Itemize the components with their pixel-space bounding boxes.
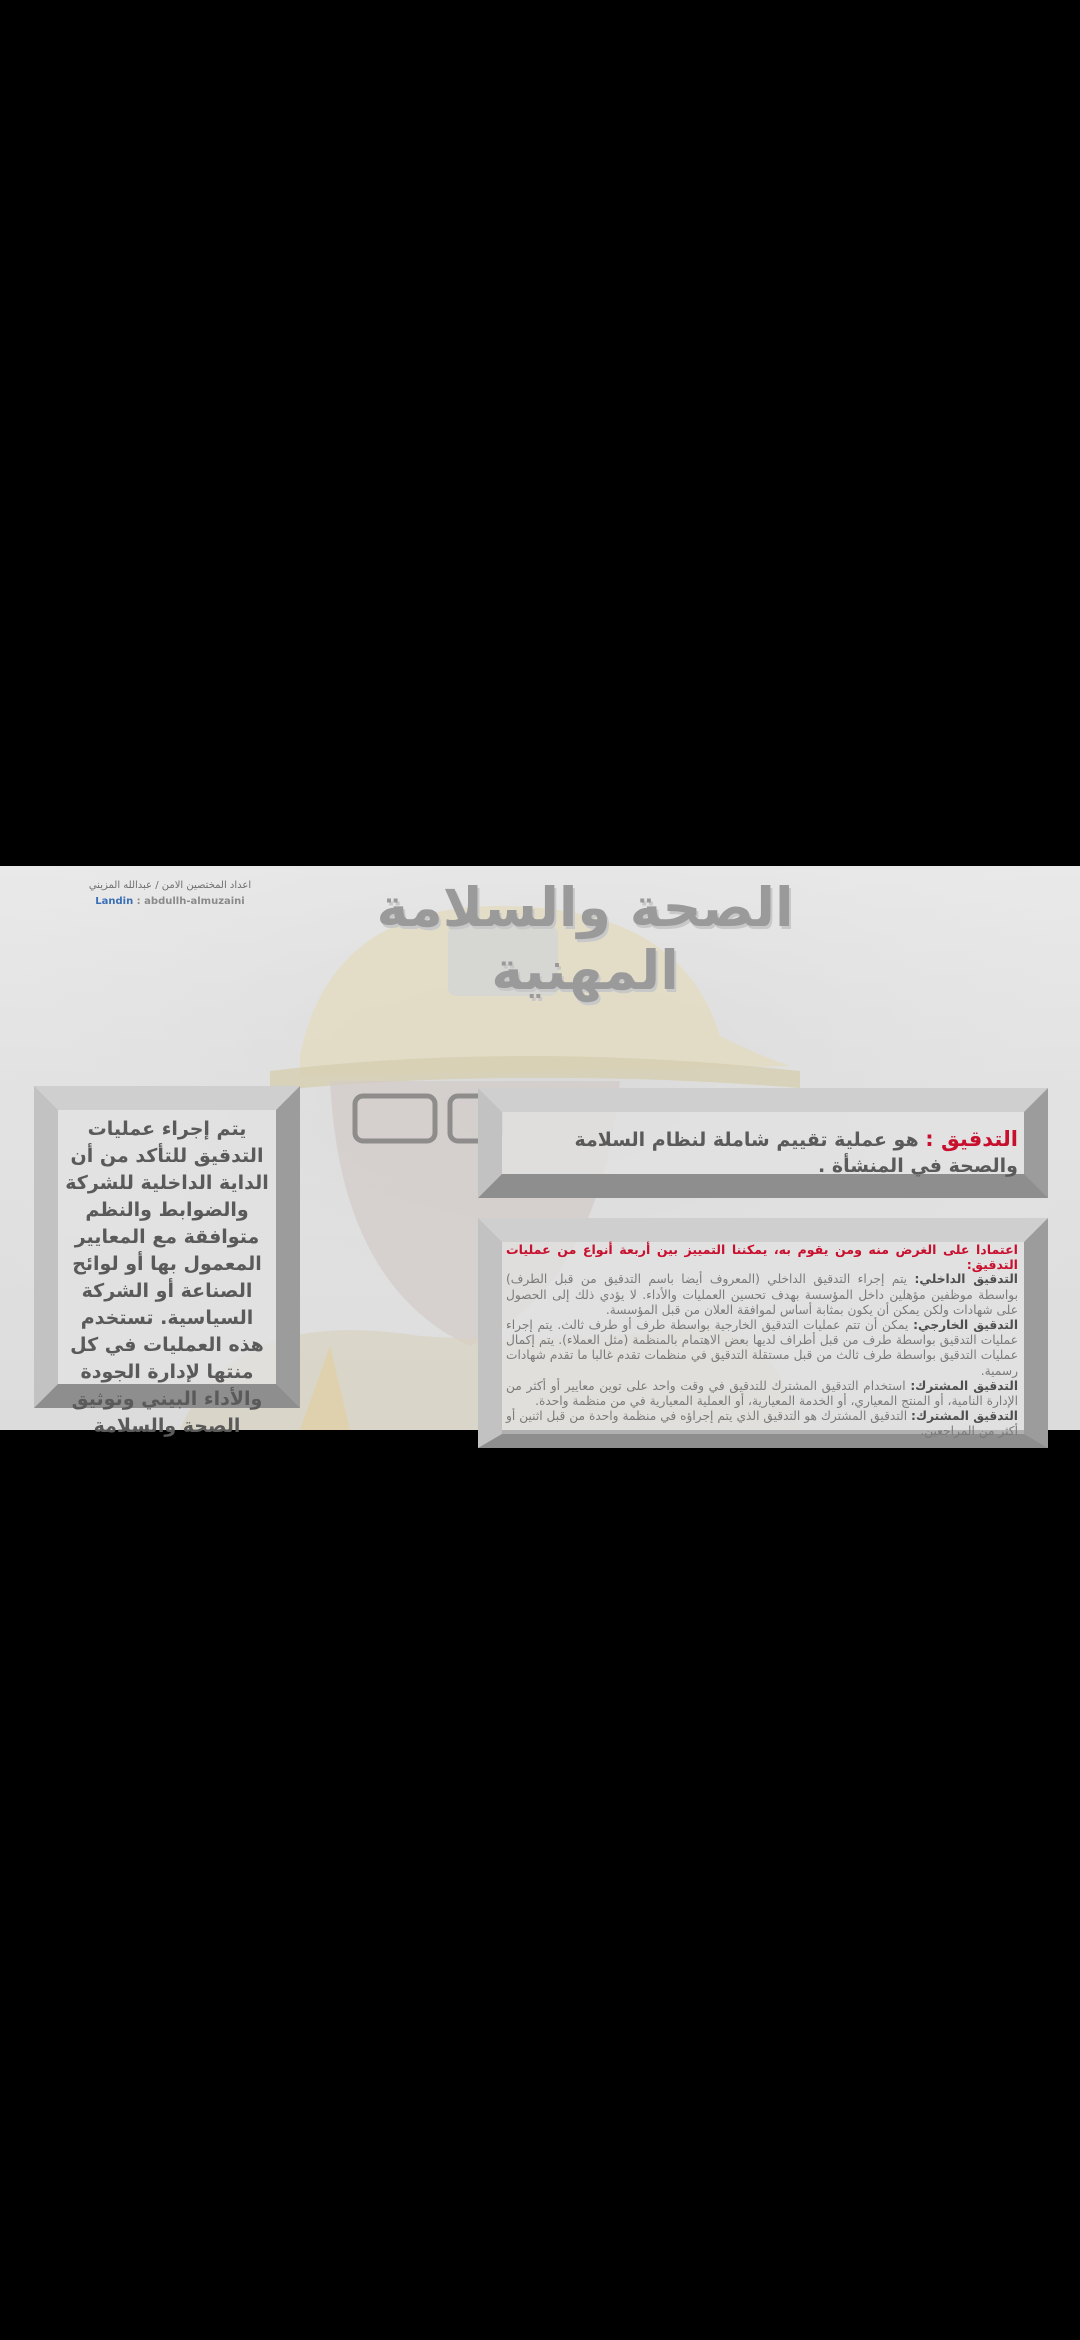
definition-term: التدقيق :: [925, 1127, 1018, 1151]
audit-purpose-panel: [34, 1086, 300, 1437]
audit-type-description: يمكن أن تتم عمليات التدقيق الخارجية بواسطة طرف أو طرف ثالث. يتم إجراء عمليات التدقيق بواسطة طرف من قبل أطراف لديها بعض الاهتمام بالمنظمة (مثل العملاء). يتم إكمال عمليات التدقيق بواسطة طرف ثالث من قبل مستقلة التدقيق في منظمات تقدم غالبا ما تقدم شهادات رسمية.: [506, 1318, 1018, 1378]
audit-type-label: التدقيق الداخلي:: [914, 1272, 1018, 1287]
audit-type-item: [506, 1272, 1018, 1316]
audit-type-description: يتم إجراء التدقيق الداخلي (المعروف أيضا باسم التدقيق من قبل الطرف) بواسطة موظفين مؤهلين داخل المؤسسة بهدف تحسين العمليات والأداء. لا يؤدي ذلك إلى الحصول على شهادات ولكن يمكن أن يكون بمثابة أساس لموافقة العلان من قبل المؤسسة.: [506, 1272, 1018, 1317]
audit-type-label: التدقيق المشترك:: [911, 1409, 1018, 1424]
audit-type-label: التدقيق المشترك:: [910, 1378, 1018, 1393]
audit-type-label: التدقيق الخارجي:: [913, 1318, 1018, 1333]
audit-type-item: [506, 1318, 1018, 1378]
definition-text: هو عملية تقييم شاملة لنظام السلامة والصحة في المنشأة .: [574, 1129, 1018, 1177]
linkedin-handle: : abdullh-almuzaini: [133, 896, 245, 907]
slide-title: الصحة والسلامة المهنية: [376, 876, 794, 1002]
audit-type-description: استخدام التدقيق المشترك للتدقيق في وقت واحد على توين معايير أو أكثر من الإدارة النامية، أو المنتج المعياري، أو الخدمة المعيارية، أو العملية المعيارية في من منظمة واحدة.: [506, 1378, 1018, 1409]
linkedin-label: Landin: [95, 896, 134, 907]
audit-definition-panel: [478, 1088, 1048, 1198]
audit-type-description: التدقيق المشترك هو التدقيق الذي يتم إجراؤه في منظمة واحدة من قبل اثنين أو أكثر من المراجعين.: [506, 1409, 1018, 1439]
audit-type-item: [506, 1409, 1018, 1438]
audit-types-intro: اعتمادا على الغرض منه ومن يقوم به، يمكننا التمييز بين أربعة أنواع من عمليات التدقيق:: [506, 1242, 1018, 1273]
audit-definition: [502, 1112, 1024, 1179]
author-credit: [70, 878, 270, 910]
audit-purpose-text: يتم إجراء عمليات التدقيق للتأكد من أن الداية الداخلية للشركة والضوابط والنظم متوافقة مع المعايير المعمول بها أو لوائح الصناعة أو الشركة السياسية. تستخدم هذه العمليات في كل منتها لإدارة الجودة والأداء البيني وتوثيق الصحة والسلامة: [65, 1118, 269, 1437]
audit-types-text: [502, 1242, 1024, 1440]
audit-type-item: [506, 1379, 1018, 1408]
presentation-slide: [0, 866, 1080, 1439]
credit-linkedin: [70, 894, 270, 910]
audit-types-panel: [478, 1218, 1048, 1448]
credit-author: اعداد المختصين الامن / عبدالله المزيني: [88, 880, 252, 891]
